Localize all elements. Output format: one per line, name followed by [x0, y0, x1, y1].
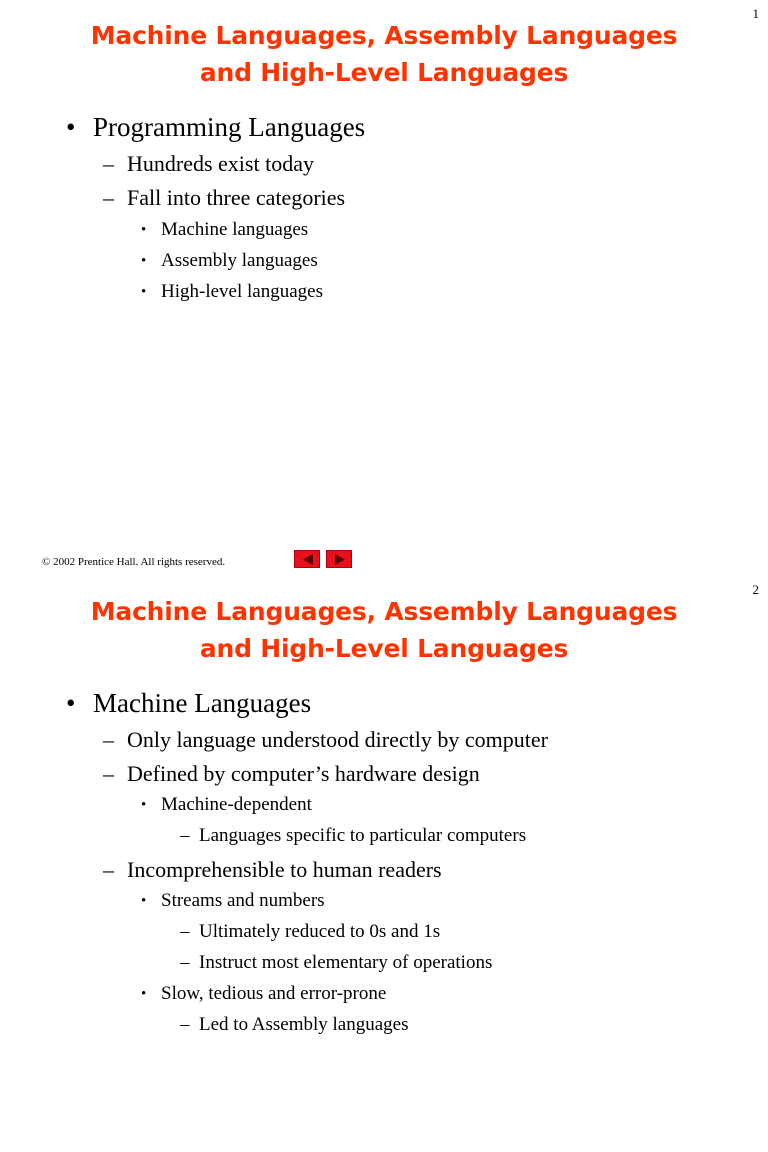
slide-2 — [0, 576, 768, 1152]
bullet-text: Slow, tedious and error-prone — [161, 983, 387, 1004]
bullet-text: Fall into three categories — [127, 185, 346, 210]
bullet-text: Led to Assembly languages — [199, 1014, 409, 1035]
page-number: 1 — [752, 6, 759, 21]
bullet-marker: • — [141, 222, 147, 238]
title-line-2: and High-Level Languages — [199, 634, 569, 663]
triangle-right-icon — [334, 554, 346, 565]
dash-marker: – — [103, 761, 114, 786]
next-slide-button[interactable] — [326, 550, 352, 568]
bullet-marker: • — [141, 986, 147, 1002]
bullet-text: Incomprehensible to human readers — [127, 857, 442, 882]
title-line-1: Machine Languages, Assembly Languages — [90, 21, 678, 50]
title-line-1: Machine Languages, Assembly Languages — [90, 597, 678, 626]
bullet-text: Machine-dependent — [161, 794, 312, 815]
bullet-text: Assembly languages — [161, 250, 318, 271]
bullet-text: Ultimately reduced to 0s and 1s — [199, 921, 441, 942]
page-number: 2 — [752, 582, 759, 597]
dash-marker: – — [180, 1014, 190, 1035]
copyright-footer: © 2002 Prentice Hall. All rights reserved. — [42, 556, 226, 568]
bullet-marker: • — [141, 284, 147, 300]
bullet-text: Defined by computer’s hardware design — [127, 761, 480, 786]
bullet-text: Instruct most elementary of operations — [199, 952, 493, 973]
bullet-marker: • — [66, 112, 76, 142]
bullet-text: Programming Languages — [93, 112, 366, 142]
dash-marker: – — [180, 952, 190, 973]
bullet-marker: • — [141, 253, 147, 269]
bullet-text: High-level languages — [161, 281, 323, 302]
title-line-2: and High-Level Languages — [199, 58, 569, 87]
slide-title — [0, 17, 768, 91]
dash-marker: – — [103, 727, 114, 752]
bullet-text: Streams and numbers — [161, 890, 325, 911]
bullet-text: Machine languages — [161, 219, 309, 240]
bullet-text: Machine Languages — [93, 688, 312, 718]
bullet-text: Languages specific to particular computers — [199, 825, 527, 846]
dash-marker: – — [180, 921, 190, 942]
triangle-left-icon — [302, 554, 314, 565]
prev-slide-button[interactable] — [294, 550, 320, 568]
bullet-marker: • — [141, 797, 147, 813]
bullet-text: Only language understood directly by computer — [127, 727, 548, 752]
bullet-marker: • — [66, 688, 76, 718]
dash-marker: – — [103, 151, 114, 176]
bullet-marker: • — [141, 893, 147, 909]
dash-marker: – — [103, 857, 114, 882]
slide-title — [0, 593, 768, 667]
dash-marker: – — [103, 185, 114, 210]
dash-marker: – — [180, 825, 190, 846]
bullet-text: Hundreds exist today — [127, 151, 314, 176]
